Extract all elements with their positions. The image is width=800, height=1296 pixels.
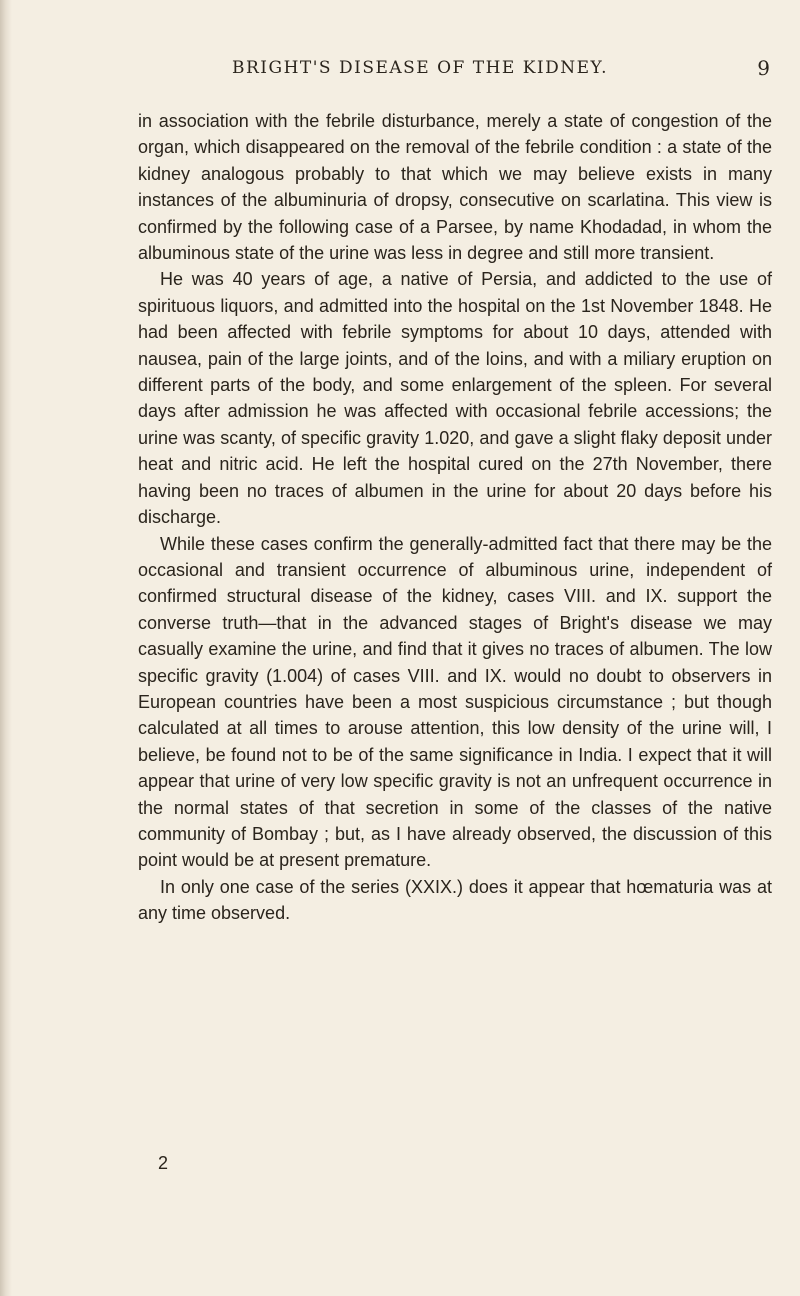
page-number: 9: [757, 56, 770, 80]
signature-mark: 2: [158, 1153, 169, 1173]
paragraph-discussion: While these cases confirm the generally-admitted fact that there may be the occasional and transient occurrence of albuminous urine, independent of confirmed structural disease of the kidney, cases VIII. and IX. support the converse truth—that in the advanced stages of Bright's disease we may casually examine the urine, and find that it gives no traces of albumen. The low specific gravity (1.004) of cases VIII. and IX. would no doubt to observers in European countries have been a most suspicious circumstance ; but though calculated at all times to arouse attention, this low density of the urine will, I believe, be found not to be of the same significance in India. I expect that it will appear that urine of very low specific gravity is not an unfrequent occurrence in the normal states of that secretion in some of the classes of the native community of Bombay ; but, as I have already observed, the discussion of this point would be at present premature.: [138, 533, 772, 871]
paragraph-continuation: in association with the febrile disturbance, merely a state of congestion of the organ, which disappeared on the removal of the febrile condition : a state of the kidney analogous probably to that which we may believe exists in many instances of the albuminuria of dropsy, consecutive on scarlatina. This view is confirmed by the following case of a Parsee, by name Khodadad, in whom the albuminous state of the urine was less in degree and still more transient.: [138, 111, 772, 264]
paragraph-haematuria: In only one case of the series (XXIX.) does it appear that hœmaturia was at any time observed.: [138, 876, 772, 924]
body-text: [138, 108, 772, 927]
paragraph-case-description: He was 40 years of age, a native of Persia, and addicted to the use of spirituous liquors, and admitted into the hospital on the 1st November 1848. He had been affected with febrile symptoms for about 10 days, attended with nausea, pain of the large joints, and of the loins, and with a miliary eruption on different parts of the body, and some enlargement of the spleen. For several days after admission he was affected with occasional febrile accessions; the urine was scanty, of specific gravity 1.020, and gave a slight flaky deposit under heat and nitric acid. He left the hospital cured on the 27th November, there having been no traces of albumen in the urine for about 20 days before his discharge.: [138, 269, 772, 528]
page-edge-shadow: [0, 0, 12, 1296]
running-title: BRIGHT'S DISEASE OF THE KIDNEY.: [232, 58, 608, 78]
page-header: [120, 58, 770, 88]
